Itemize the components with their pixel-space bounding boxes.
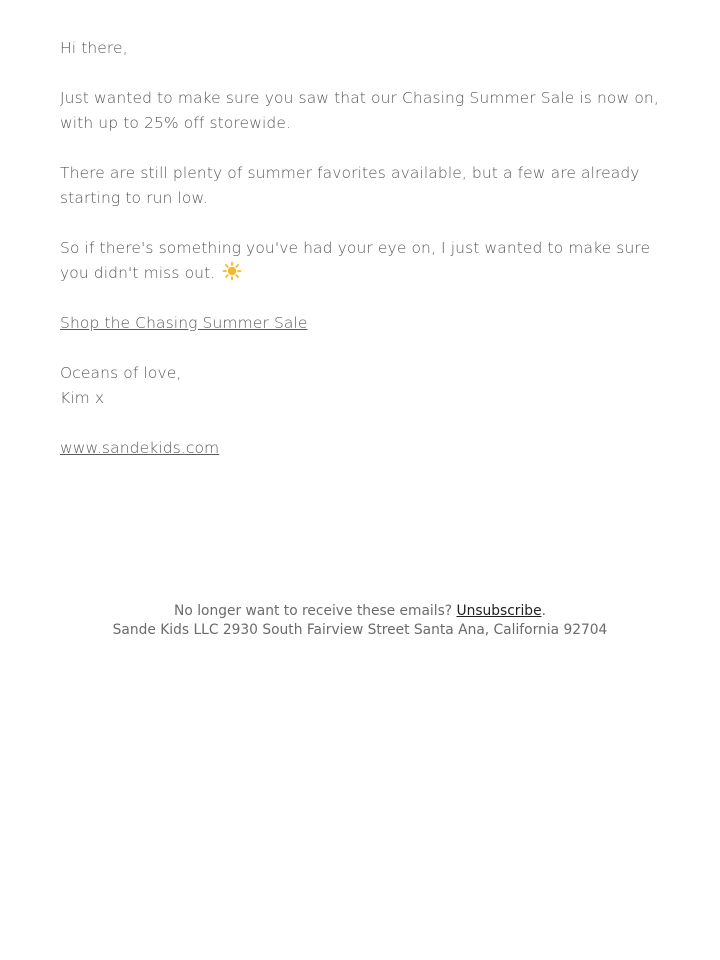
unsubscribe-suffix: .: [541, 603, 546, 619]
unsubscribe-line: [0, 602, 720, 621]
greeting: Hi there,: [60, 39, 128, 57]
stock-paragraph: There are still plenty of summer favorites available, but a few are already starting to run low.: [60, 164, 640, 207]
sun-icon: [222, 261, 242, 281]
reminder-paragraph: [60, 236, 670, 286]
company-address: Sande Kids LLC 2930 South Fairview Street Santa Ana, California 92704: [112, 622, 608, 638]
shop-link-paragraph: [60, 311, 670, 336]
website-paragraph: [60, 436, 670, 461]
signoff-line: Oceans of love,: [60, 364, 182, 382]
email-body: [60, 36, 670, 486]
signoff: [60, 361, 670, 411]
signature-name: Kim x: [60, 389, 105, 407]
website-link[interactable]: www.sandekids.com: [60, 439, 220, 457]
unsubscribe-prompt: No longer want to receive these emails?: [174, 603, 453, 619]
reminder-text: So if there's something you've had your eye on, I just wanted to make sure you didn't miss out.: [60, 239, 651, 282]
shop-sale-link[interactable]: Shop the Chasing Summer Sale: [60, 314, 308, 332]
email-footer: [0, 602, 720, 640]
unsubscribe-link[interactable]: Unsubscribe: [456, 603, 542, 619]
sale-paragraph: Just wanted to make sure you saw that our Chasing Summer Sale is now on, with up to 25% off storewide.: [60, 89, 659, 132]
